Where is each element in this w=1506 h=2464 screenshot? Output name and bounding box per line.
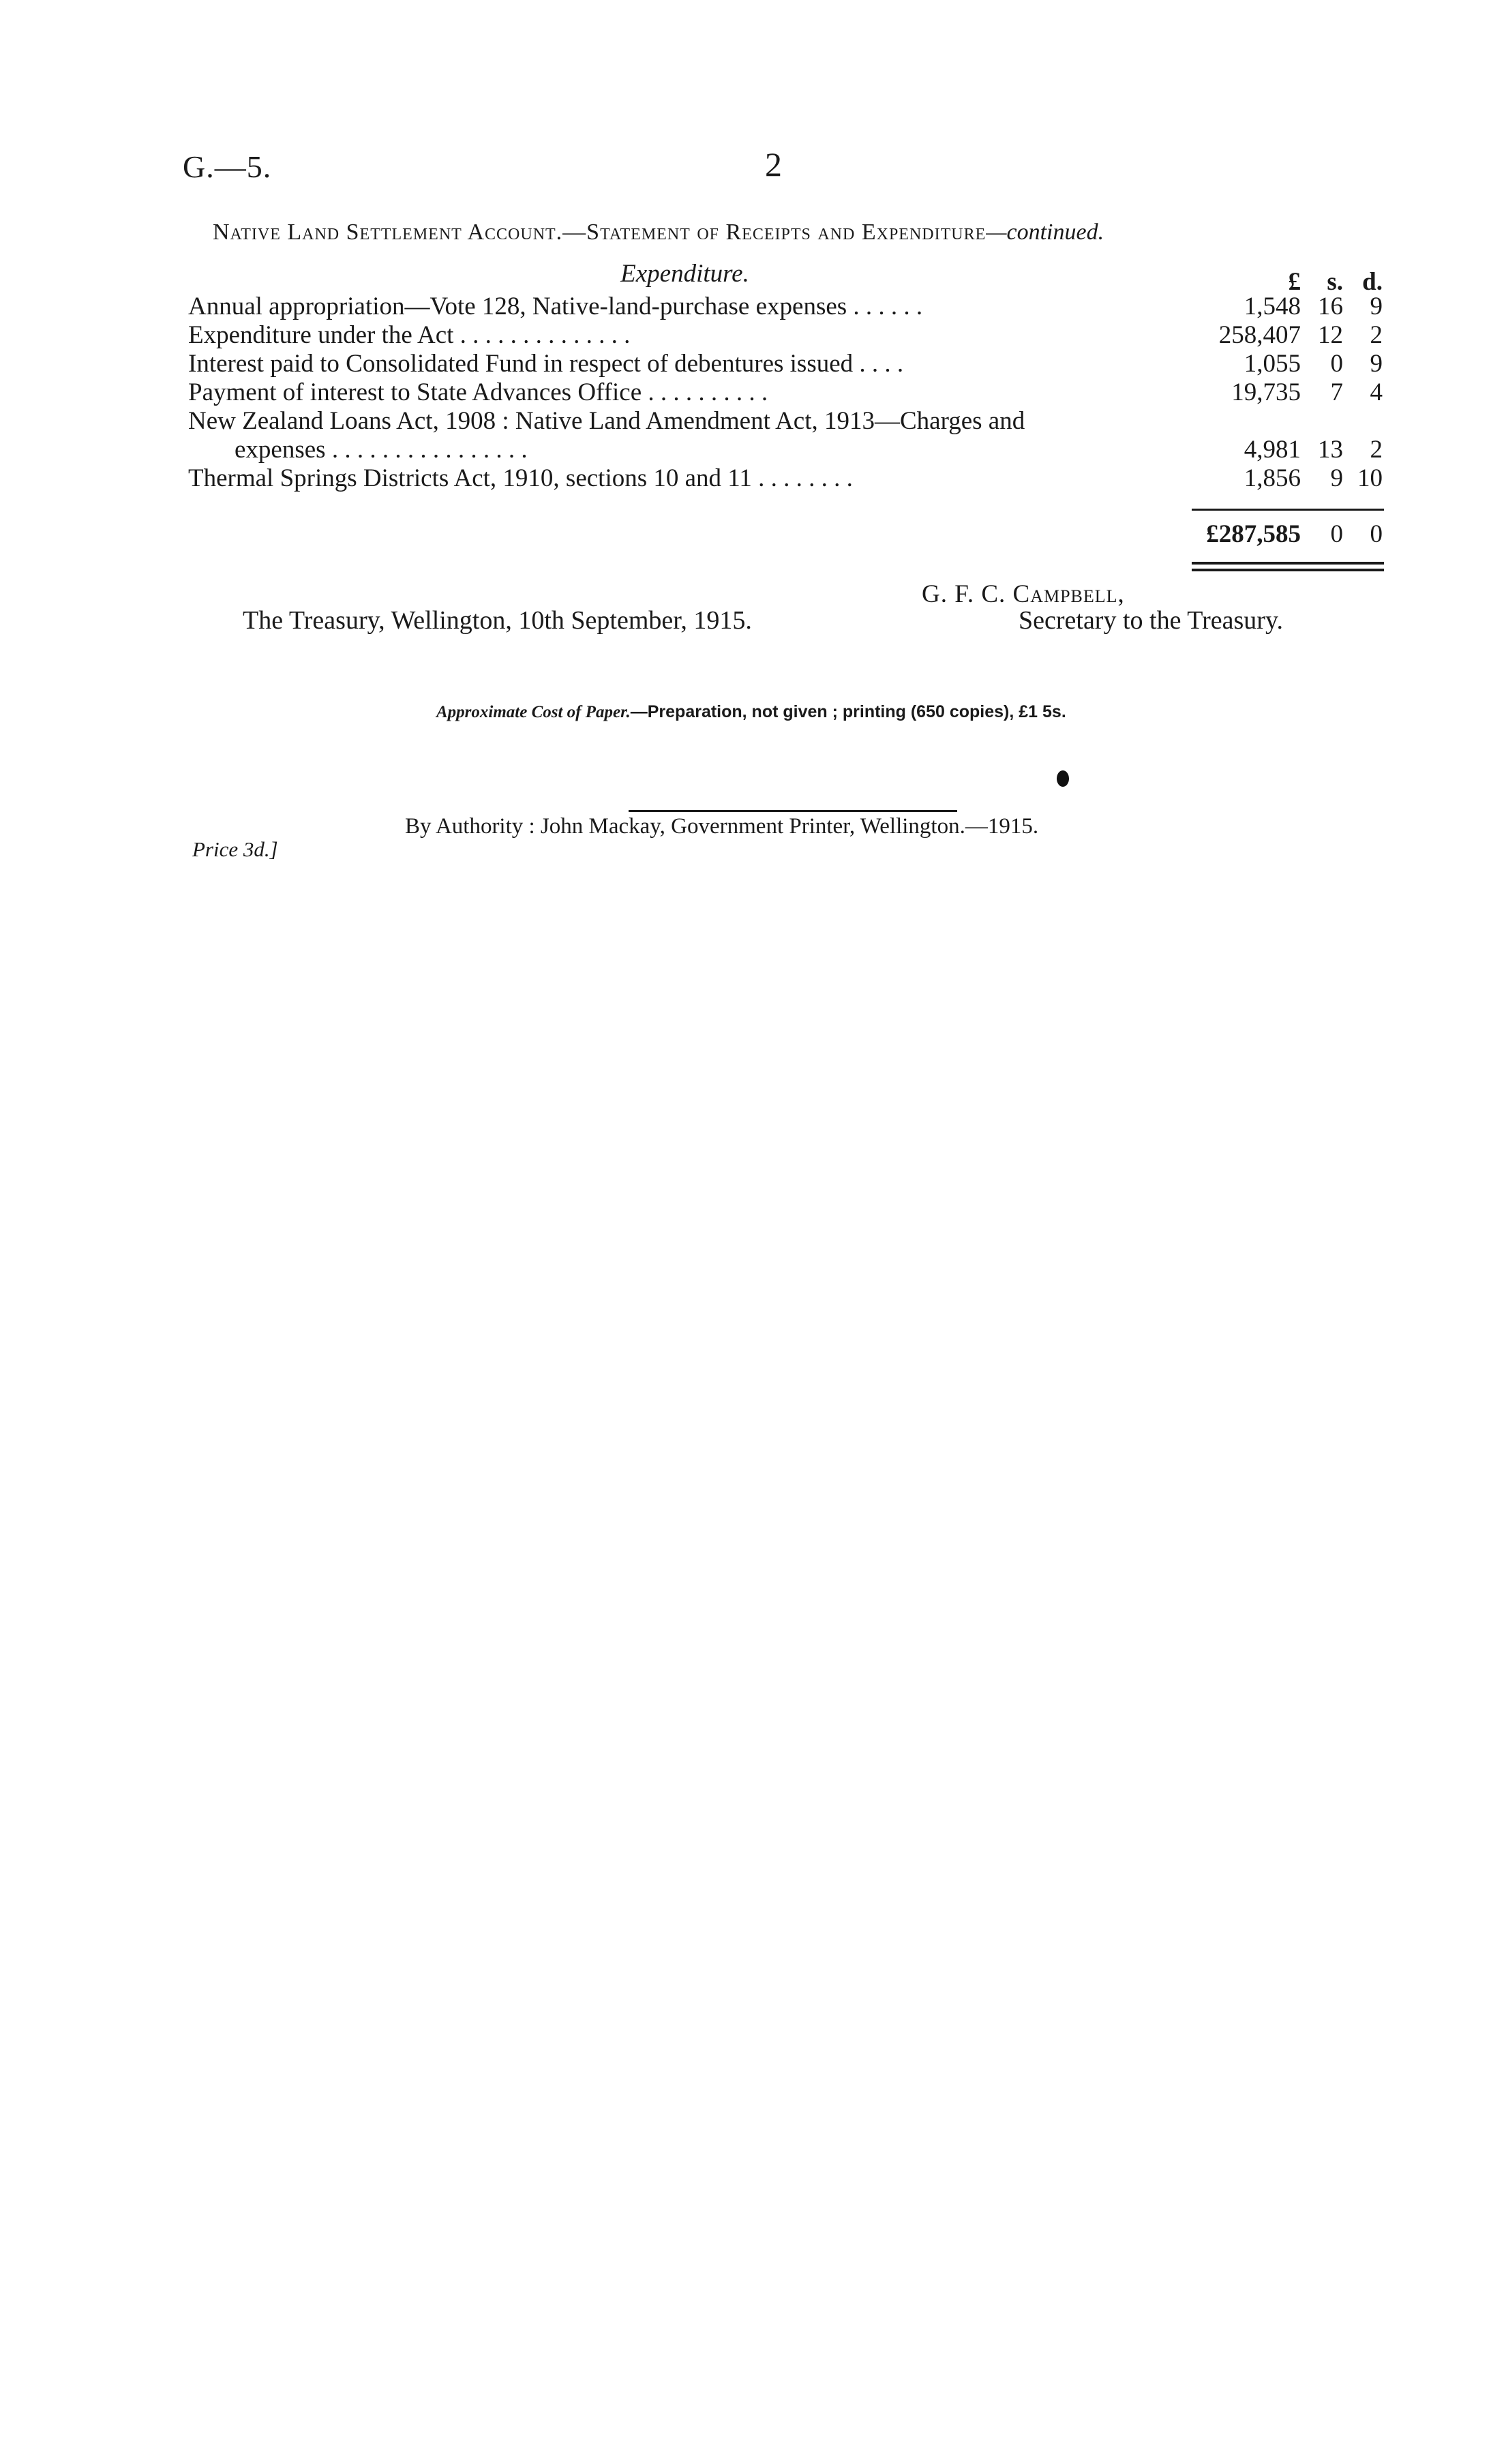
total-double-rule-top [1192,562,1384,565]
expenditure-row-shillings: 9 [1330,464,1343,492]
expenditure-row-pence: 2 [1370,436,1383,464]
expenditure-row-label: Interest paid to Consolidated Fund in respect of debentures issued . . . . [188,350,904,378]
expenditure-row-label: Annual appropriation—Vote 128, Native-land-purchase expenses . . . . . . [188,292,923,320]
expenditure-row-shillings: 12 [1318,321,1343,349]
expenditure-row-shillings: 7 [1330,378,1343,406]
subtotal-rule [1192,509,1384,511]
statement-title-main: Native Land Settlement Account.—Statement of Receipts and Expenditure [213,220,987,245]
statement-title-continued: —continued. [986,220,1104,245]
expenditure-row-pence: 4 [1370,378,1383,406]
expenditure-row-pounds: 1,548 [1244,292,1301,320]
expenditure-row-pence: 9 [1370,292,1383,320]
ink-blot [1057,770,1069,787]
total-double-rule-bottom [1192,569,1384,571]
column-header-pounds: £ [1288,268,1301,296]
expenditure-row-pounds: 19,735 [1231,378,1301,406]
cost-text: —Preparation, not given ; printing (650 copies), £1 5s. [630,702,1066,721]
section-heading: Expenditure. [620,260,749,288]
expenditure-row-pence: 9 [1370,350,1383,378]
expenditure-row-pounds: 1,856 [1244,464,1301,492]
expenditure-row-label: expenses . . . . . . . . . . . . . . . . [235,436,528,464]
expenditure-row-pounds: 4,981 [1244,436,1301,464]
printer-authority: By Authority : John Mackay, Government Printer, Wellington.—1915. [405,814,1039,839]
statement-title [213,220,1372,245]
total-shillings: 0 [1330,520,1343,548]
expenditure-row-pence: 2 [1370,321,1383,349]
column-header-pence: d. [1362,268,1383,296]
expenditure-row-shillings: 13 [1318,436,1343,464]
separator-rule [629,810,957,812]
expenditure-row-label: Payment of interest to State Advances Office . . . . . . . . . . [188,378,768,406]
column-header-shillings: s. [1327,268,1343,296]
expenditure-row-label: Thermal Springs Districts Act, 1910, sections 10 and 11 . . . . . . . . [188,464,853,492]
total-pounds: £287,585 [1206,520,1301,548]
signatory-title: Secretary to the Treasury. [1019,606,1283,635]
expenditure-row-pounds: 258,407 [1218,321,1301,349]
page-number: 2 [765,145,782,183]
expenditure-row-label: Expenditure under the Act . . . . . . . . . . . . . . [188,321,631,349]
expenditure-row-label: New Zealand Loans Act, 1908 : Native Land Amendment Act, 1913—Charges and [188,407,1025,435]
signatory-name: G. F. C. Campbell, [922,580,1125,608]
cost-label: Approximate Cost of Paper. [436,703,631,721]
place-and-date: The Treasury, Wellington, 10th September, 1915. [243,606,752,635]
expenditure-row-pounds: 1,055 [1244,350,1301,378]
expenditure-row-shillings: 0 [1330,350,1343,378]
expenditure-row-pence: 10 [1357,464,1383,492]
paper-reference: G.—5. [183,149,272,184]
cost-of-paper-note [436,702,1066,722]
expenditure-row-shillings: 16 [1318,292,1343,320]
total-pence: 0 [1370,520,1383,548]
price-note: Price 3d.] [192,837,278,861]
